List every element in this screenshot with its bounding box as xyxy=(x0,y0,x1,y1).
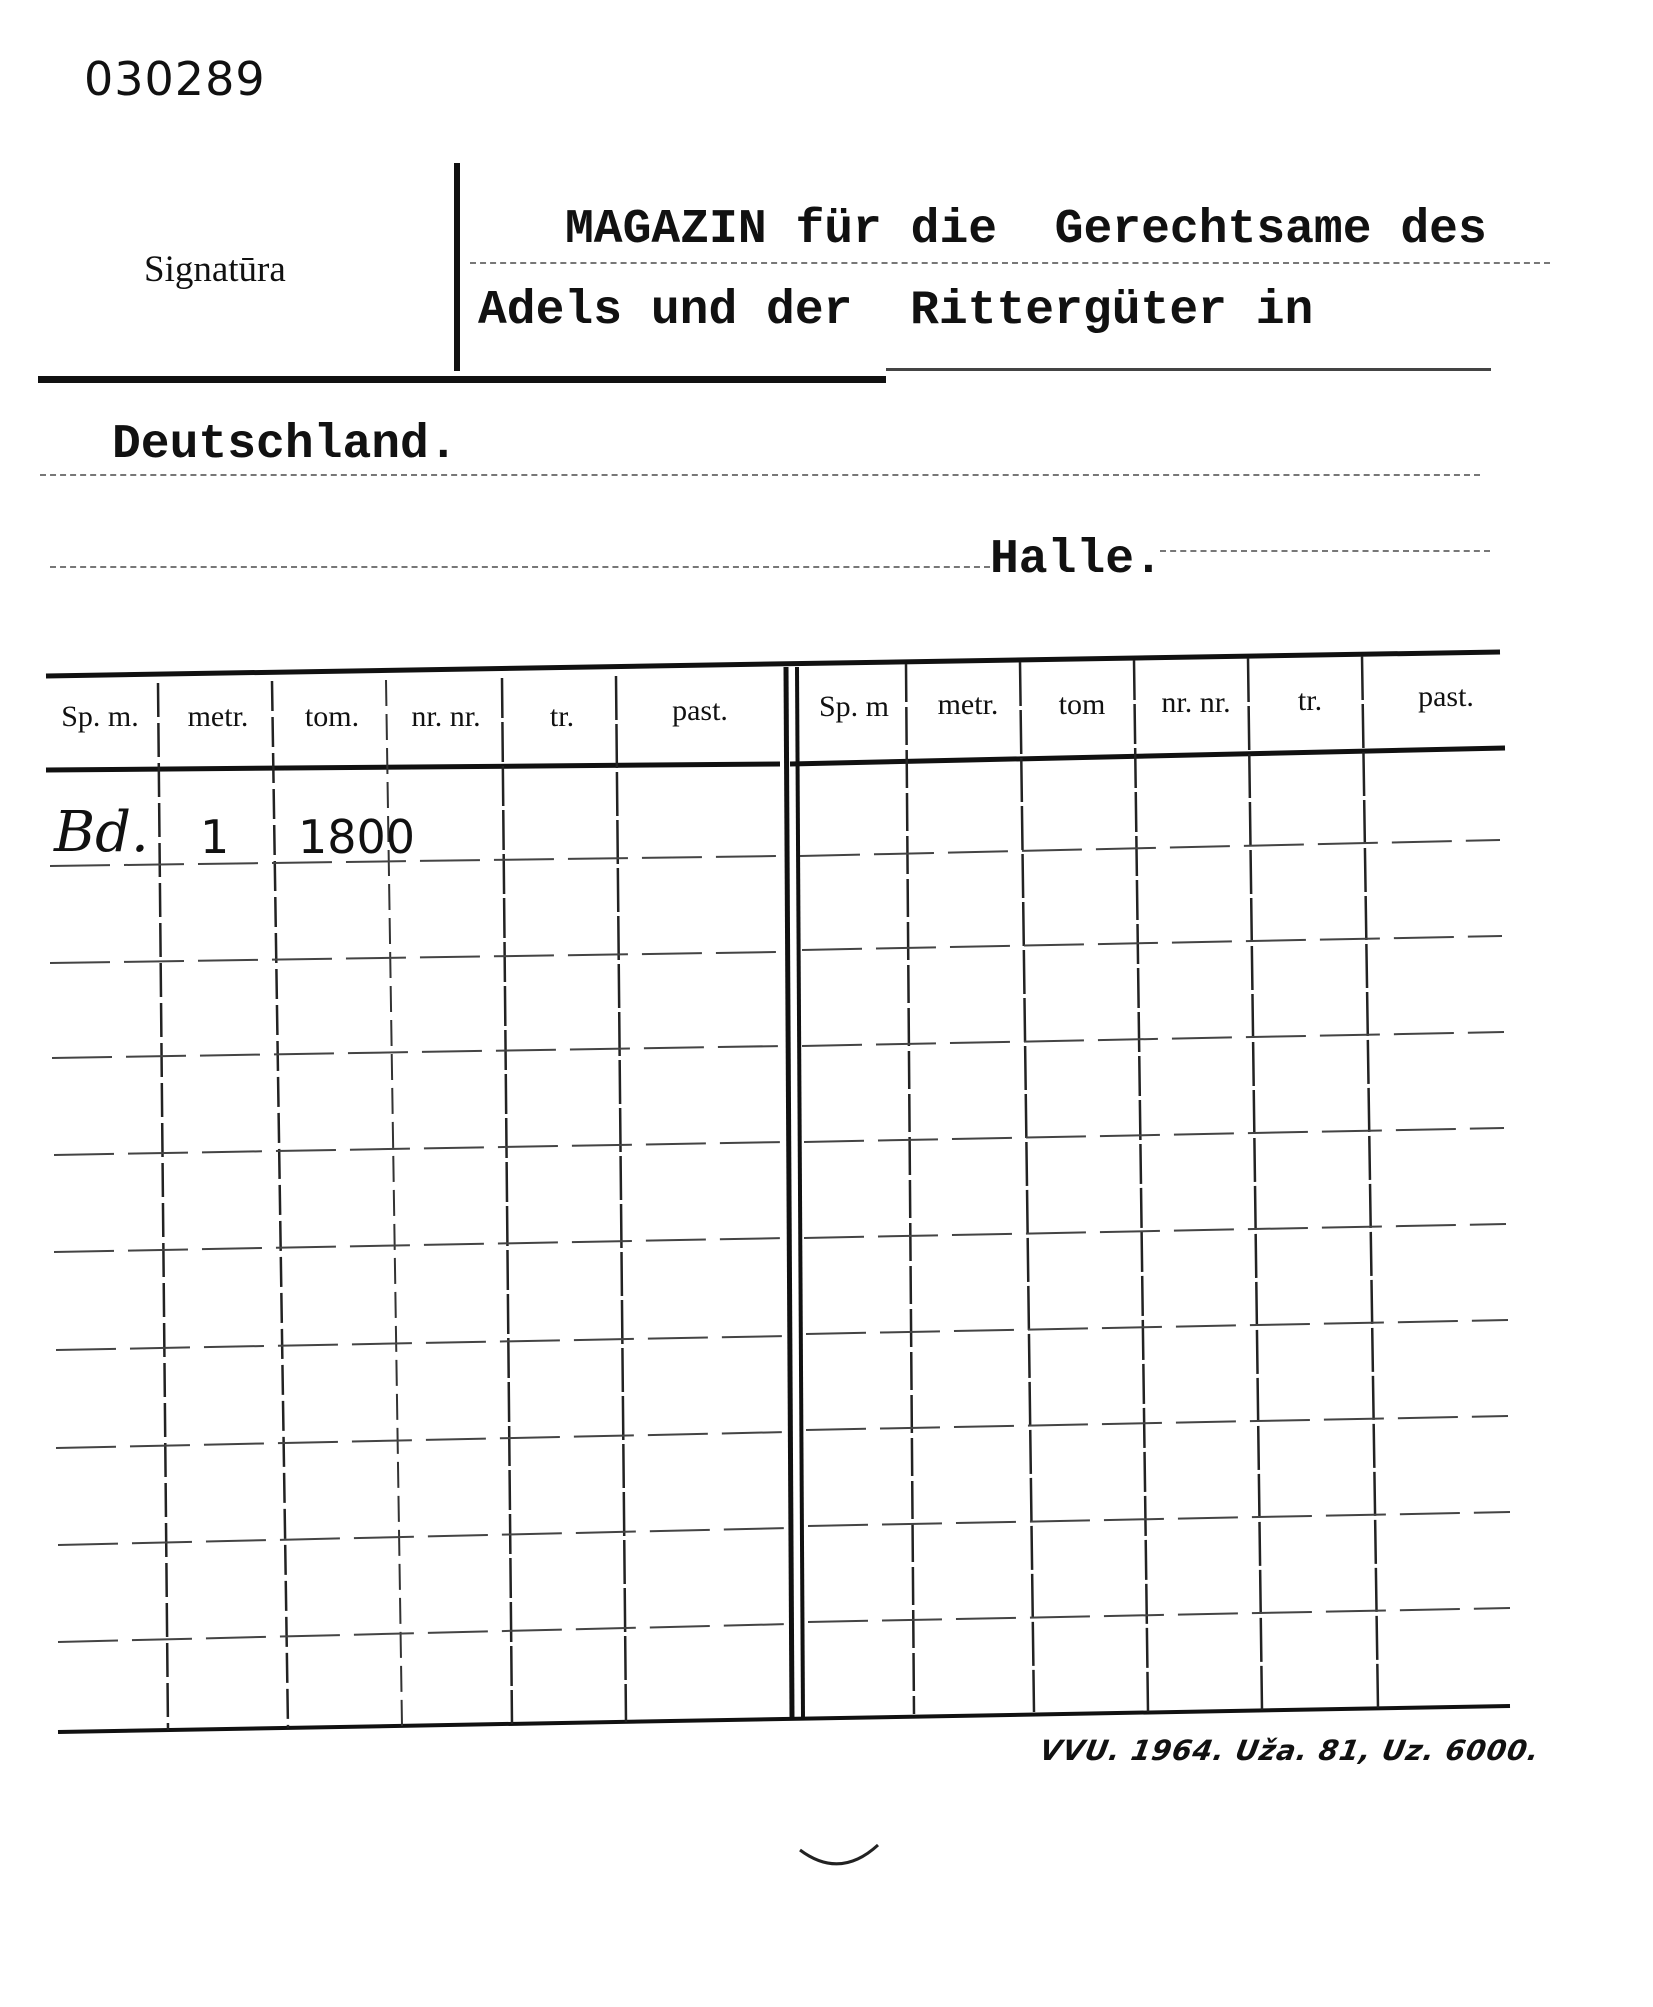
header-metr-left: metr. xyxy=(187,700,249,733)
cell-metr-value: 1 xyxy=(200,810,230,864)
cell-sp-m-value: Bd. xyxy=(54,800,149,865)
header-past-right: past. xyxy=(1418,680,1474,713)
header-tom-left: tom. xyxy=(304,700,360,733)
cell-tom-value: 1800 xyxy=(298,810,416,864)
header-tom-right: tom xyxy=(1058,688,1106,721)
header-sp-m-right: Sp. m xyxy=(818,690,890,723)
header-past-left: past. xyxy=(672,694,728,727)
card-id-number: 030289 xyxy=(84,52,266,106)
place-name: Halle. xyxy=(990,533,1163,587)
header-tr-right: tr. xyxy=(1297,684,1323,717)
header-nr-nr-left: nr. nr. xyxy=(411,700,481,733)
print-footnote: VVU. 1964. Uža. 81, Uz. 6000. xyxy=(1037,1734,1543,1767)
header-nr-nr-right: nr. nr. xyxy=(1161,686,1231,719)
title-line-2: Adels und der Rittergüter in xyxy=(478,284,1314,338)
signature-label: Signatūra xyxy=(144,249,286,290)
header-tr-left: tr. xyxy=(549,700,575,733)
title-line-3: Deutschland. xyxy=(112,418,458,472)
header-metr-right: metr. xyxy=(937,688,999,721)
header-sp-m-left: Sp. m. xyxy=(61,700,139,733)
title-line-1: MAGAZIN für die Gerechtsame des xyxy=(565,203,1487,257)
